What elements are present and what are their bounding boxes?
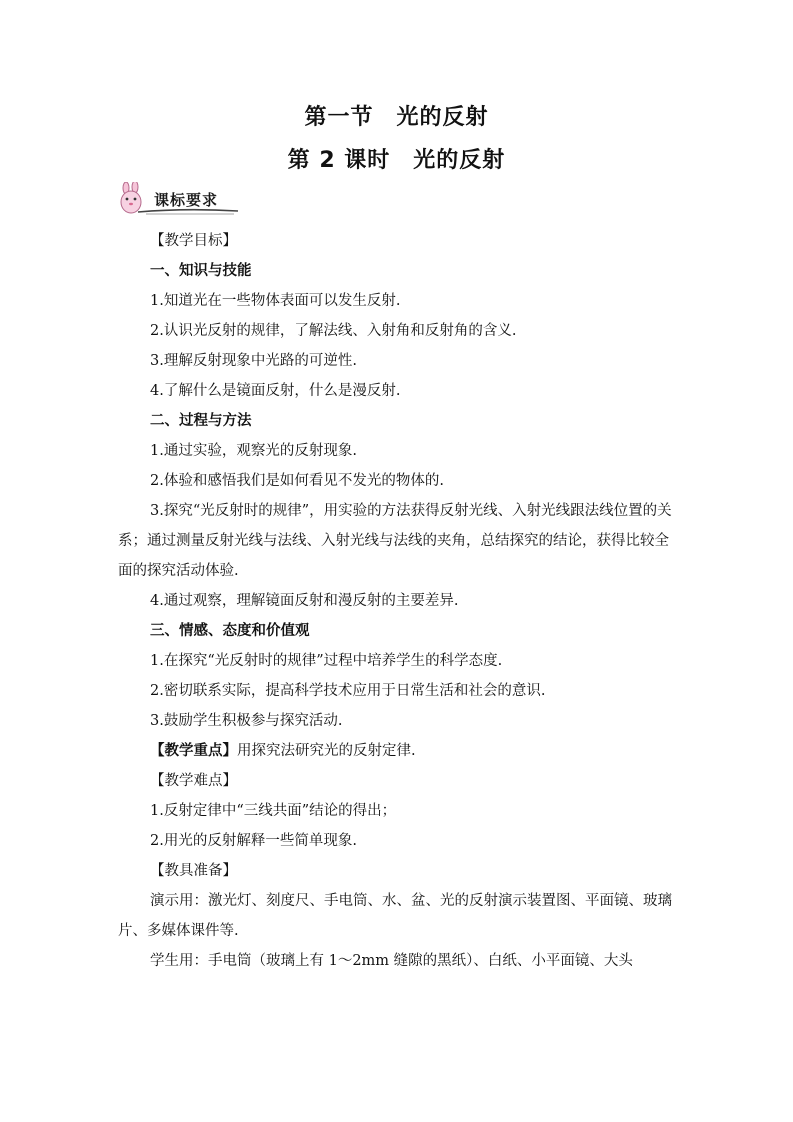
body-paragraph: 2.密切联系实际，提高科学技术应用于日常生活和社会的意识.: [150, 683, 546, 699]
body-paragraph: 2.用光的反射解释一些简单现象.: [150, 833, 357, 849]
lesson-title: 第 2 课时 光的反射: [287, 148, 506, 173]
badge-label: 课标要求: [154, 191, 219, 209]
body-paragraph: 演示用：激光灯、刻度尺、手电筒、水、盆、光的反射演示装置图、平面镜、玻璃片、多媒体课件等.: [118, 893, 672, 939]
body-paragraph: 1.通过实验，观察光的反射现象.: [150, 443, 357, 459]
section-heading: 一、知识与技能: [150, 263, 252, 279]
document-body: [118, 226, 678, 976]
section-heading: 二、过程与方法: [150, 413, 252, 429]
body-paragraph: 学生用：手电筒（玻璃上有 1～2mm 缝隙的黑纸）、白纸、小平面镜、大头: [150, 953, 633, 969]
body-paragraph: 1.反射定律中“三线共面”结论的得出；: [150, 803, 397, 819]
body-paragraph: 1.在探究“光反射时的规律”过程中培养学生的科学态度.: [150, 653, 503, 669]
paragraph-label: 【教学重点】: [150, 743, 237, 759]
body-paragraph: 2.认识光反射的规律，了解法线、入射角和反射角的含义.: [150, 323, 517, 339]
body-paragraph: 3.探究“光反射时的规律”，用实验的方法获得反射光线、入射光线跟法线位置的关系；通过测量反射光线与法线、入射光线与法线的夹角，总结探究的结论，获得比较全面的探究活动体验.: [118, 503, 672, 579]
section-heading: 三、情感、态度和价值观: [150, 623, 310, 639]
section-title: 第一节 光的反射: [304, 105, 489, 130]
bracket-heading: 【教学难点】: [150, 773, 237, 789]
body-paragraph: 4.了解什么是镜面反射，什么是漫反射.: [150, 383, 401, 399]
curriculum-badge: [116, 182, 242, 216]
body-paragraph: 3.理解反射现象中光路的可逆性.: [150, 353, 357, 369]
labeled-paragraph: [118, 736, 678, 766]
bracket-heading: 【教学目标】: [150, 233, 237, 249]
bracket-heading: 【教具准备】: [150, 863, 237, 879]
body-paragraph: 3.鼓励学生积极参与探究活动.: [150, 713, 343, 729]
paragraph-text: 用探究法研究光的反射定律.: [237, 743, 416, 759]
body-paragraph: 1.知道光在一些物体表面可以发生反射.: [150, 293, 401, 309]
body-paragraph: 2.体验和感悟我们是如何看见不发光的物体的.: [150, 473, 444, 489]
body-paragraph: 4.通过观察，理解镜面反射和漫反射的主要差异.: [150, 593, 459, 609]
